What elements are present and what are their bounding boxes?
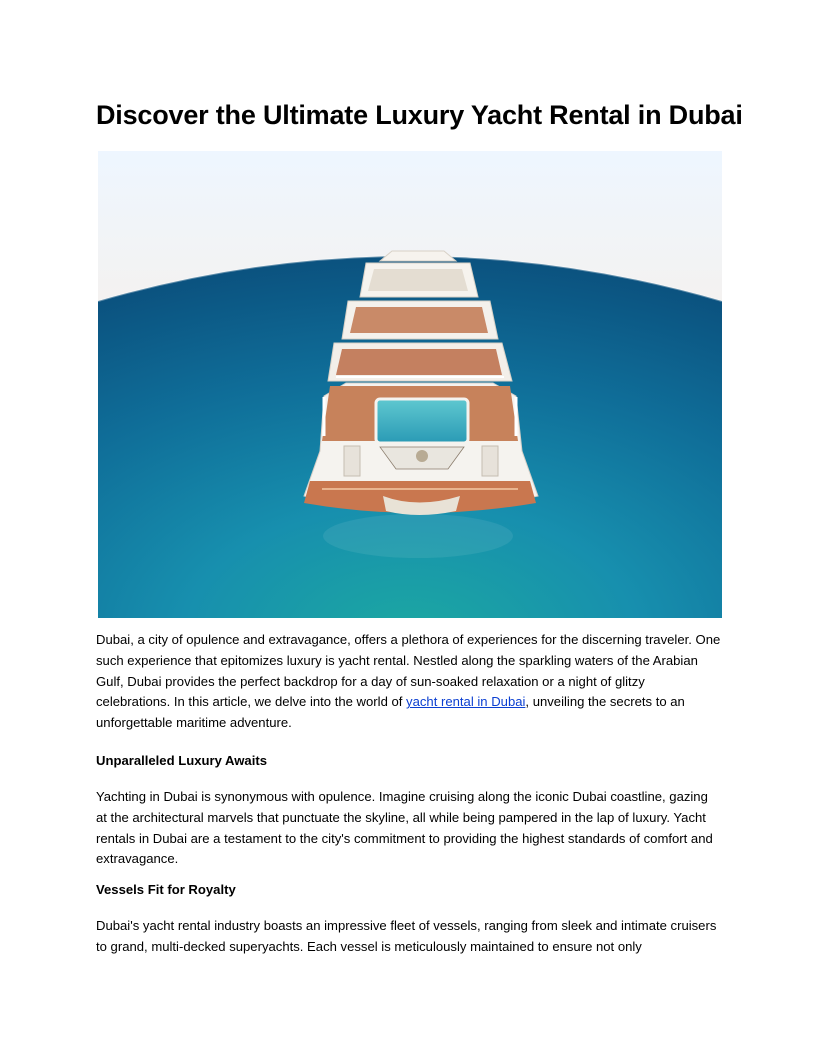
section-paragraph-luxury: Yachting in Dubai is synonymous with opulence. Imagine cruising along the iconic Dubai coastline, gazing at the architectural marvels that punctuate the skyline, all while being pampered in the lap of luxury. Yacht rentals in Dubai are a testament to the city's commitment to providing the highest standards of comfort and extravagance. bbox=[96, 789, 713, 867]
intro-text-before-link: Dubai, a city of opulence and extravagance, offers a plethora of experiences for the discerning traveler. One such experience that epitomizes luxury is yacht rental. Nestled along the sparkling waters of the Arabian Gulf, Dubai provides the perfect backdrop for a day of sun-soaked relaxation or a night of glitzy celebrations. In this article, we delve into the world of bbox=[96, 632, 721, 710]
page-title: Discover the Ultimate Luxury Yacht Rental in Dubai bbox=[96, 100, 743, 130]
section-heading-luxury: Unparalleled Luxury Awaits bbox=[96, 753, 267, 768]
yacht-rental-link[interactable]: yacht rental in Dubai bbox=[406, 694, 526, 710]
intro-text-after-link: , unveiling the secrets to an unforgettable maritime adventure. bbox=[96, 694, 685, 731]
intro-paragraph bbox=[96, 630, 722, 734]
section-heading-vessels: Vessels Fit for Royalty bbox=[96, 882, 236, 897]
section-paragraph-vessels: Dubai's yacht rental industry boasts an impressive fleet of vessels, ranging from sleek and intimate cruisers to grand, multi-decked superyachts. Each vessel is meticulously maintained to ensure not only bbox=[96, 918, 717, 954]
yacht-aerial-photo bbox=[98, 151, 722, 618]
hero-image bbox=[98, 151, 722, 618]
